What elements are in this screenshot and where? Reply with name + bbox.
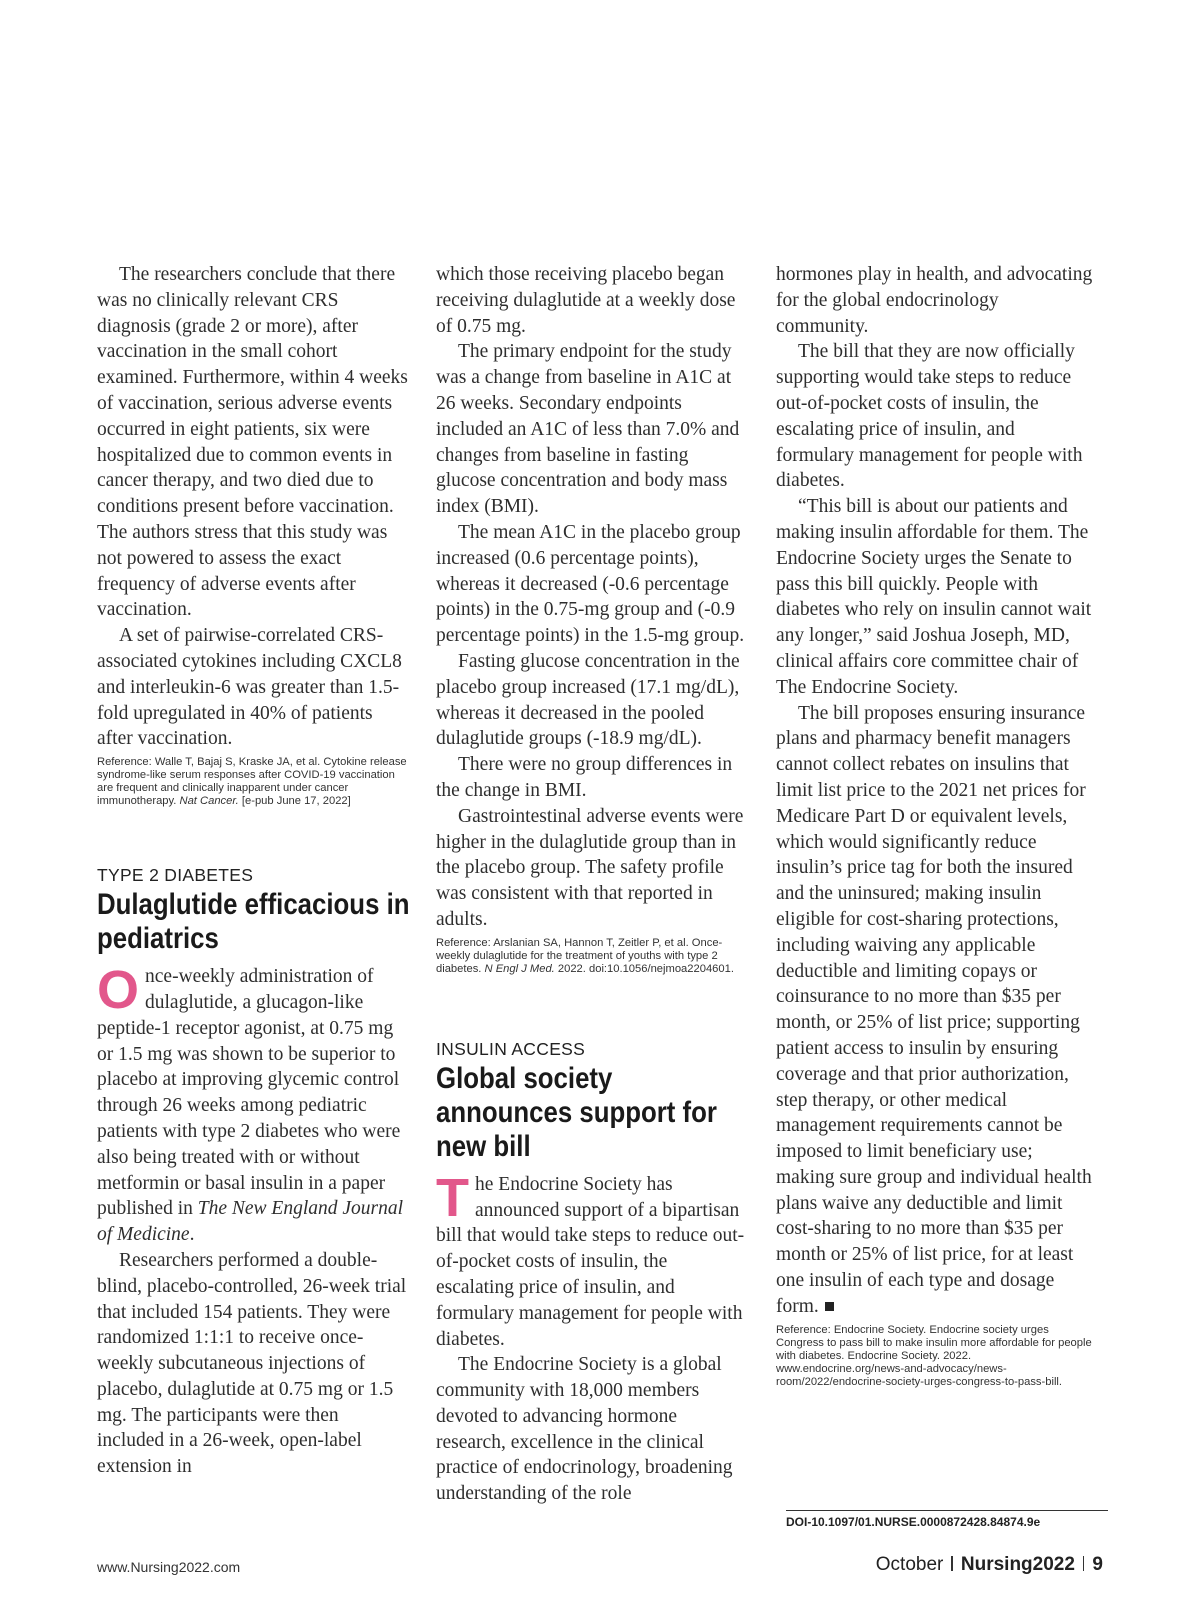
lead-paragraph: Once-weekly administration of dulaglutide, a glucagon-like peptide-1 receptor agonist, at 0.75 mg or 1.5 mg was shown to be superior to placebo at improving glycemic control through 26 weeks among pediatric patients with type 2 diabetes who were also being treated with or without metformin or basal insulin in a paper published in The New England Journal of Medicine. bbox=[97, 960, 404, 1246]
footer-month: October bbox=[875, 1554, 944, 1575]
doi: DOI-10.1097/01.NURSE.0000872428.84874.9e bbox=[786, 1515, 1041, 1529]
body-paragraph: Researchers performed a double-blind, placebo-controlled, 26-week trial that included 154 patients. They were randomized 1:1:1 to receive once-weekly subcutaneous injections of placebo, dulaglutide at 0.75 mg or 1.5 mg. The participants were then included in a 26-week, open-label extension in bbox=[97, 1249, 407, 1478]
footer-magazine: Nursing2022 bbox=[960, 1554, 1075, 1575]
lead-paragraph: The Endocrine Society has announced support of a bipartisan bill that would take steps to reduce out-of-pocket costs of insulin, the escalating price of insulin, and formulary management for people with diabetes. bbox=[436, 1167, 745, 1350]
column-3 bbox=[776, 262, 1094, 1389]
body-paragraph: which those receiving placebo began receiving dulaglutide at a weekly dose of 0.75 mg. bbox=[436, 264, 736, 337]
section-kicker: TYPE 2 DIABETES bbox=[97, 865, 254, 886]
separator bbox=[1083, 1556, 1085, 1571]
body-paragraph: The primary endpoint for the study was a change from baseline in A1C at 26 weeks. Secondary endpoints included an A1C of less than 7.0% and changes from baseline in fasting glucose concentration and body mass index (BMI). bbox=[436, 341, 740, 518]
body-paragraph: Gastrointestinal adverse events were higher in the dulaglutide group than in the placebo group. The safety profile was consistent with that reported in adults. bbox=[436, 805, 744, 930]
body-paragraph: The mean A1C in the placebo group increased (0.6 percentage points), whereas it decreased (-0.6 percentage points) in the 0.75-mg group and (-0.9 percentage points) in the 1.5-mg group. bbox=[436, 521, 745, 647]
reference: Reference: Arslanian SA, Hannon T, Zeitler P, et al. Once-weekly dulaglutide for the treatment of youths with type 2 diabetes. N Engl J Med. 2022. doi:10.1056/nejmoa2204601. bbox=[436, 936, 734, 975]
reference: Reference: Walle T, Bajaj S, Kraske JA, et al. Cytokine release syndrome-like serum responses after COVID-19 vaccination are frequent and clinically inapparent under cancer immunotherapy. Nat Cancer. [e-pub June 17, 2022] bbox=[97, 756, 407, 808]
body-paragraph: Fasting glucose concentration in the placebo group increased (17.1 mg/dL), whereas it decreased in the pooled dulaglutide groups (-18.9 mg/dL). bbox=[436, 650, 740, 750]
body-paragraph: The bill proposes ensuring insurance plans and pharmacy benefit managers cannot collect rebates on insulins that limit list price to the 2021 net prices for Medicare Part D or equivalent levels, which would significantly reduce insulin’s price tag for both the insured and the uninsured; making insulin eligible for cost-sharing protections, including waiving any applicable deductible and limiting copays or coinsurance to no more than $35 per month, or 25% of list price; supporting patient access to insulin by ensuring coverage and that prior authorization, step therapy, or other medical management requirements cannot be imposed to limit beneficiary use; making sure group and individual health plans waive any deductible and limit cost-sharing to no more than $35 per month or 25% of list price, for at least one insulin of each type and dosage form. bbox=[776, 702, 1092, 1317]
body-paragraph: A set of pairwise-correlated CRS-associated cytokines including CXCL8 and interleukin-6 was greater than 1.5-fold upregulated in 40% of patients after vaccination. bbox=[97, 625, 402, 750]
article-headline: Dulaglutide efficacious in pediatrics bbox=[97, 888, 410, 956]
body-paragraph: “This bill is about our patients and making insulin affordable for them. The Endocrine Society urges the Senate to pass this bill quickly. People with diabetes who rely on insulin cannot wait any longer,” said Joshua Joseph, MD, clinical affairs core committee chair of The Endocrine Society. bbox=[776, 496, 1092, 698]
body-paragraph: The Endocrine Society is a global community with 18,000 members devoted to advancing hormone research, excellence in the clinical practice of endocrinology, broadening understanding of the role bbox=[436, 1354, 733, 1505]
footer-url: www.Nursing2022.com bbox=[97, 1559, 241, 1575]
separator bbox=[951, 1556, 953, 1571]
body-paragraph: There were no group differences in the change in BMI. bbox=[436, 754, 733, 801]
dropcap: T bbox=[436, 1167, 469, 1228]
section-kicker: INSULIN ACCESS bbox=[436, 1038, 586, 1059]
column-2 bbox=[436, 262, 748, 1507]
page-number: 9 bbox=[1092, 1554, 1103, 1575]
body-paragraph: hormones play in health, and advocating for the global endocrinology community. bbox=[776, 264, 1093, 337]
body-paragraph: The researchers conclude that there was no clinically relevant CRS diagnosis (grade 2 or more), after vaccination in the small cohort examined. Furthermore, within 4 weeks of vaccination, serious adverse events occurred in eight patients, six were hospitalized due to common events in cancer therapy, and two died due to conditions present before vaccination. The authors stress that this study was not powered to assess the exact frequency of adverse events after vaccination. bbox=[97, 264, 408, 621]
article-headline: Global society announces support for new bill bbox=[436, 1061, 717, 1163]
end-mark-icon bbox=[825, 1302, 834, 1311]
dropcap: O bbox=[97, 960, 140, 1021]
footer-folio bbox=[876, 1554, 1103, 1576]
body-paragraph: The bill that they are now officially supporting would take steps to reduce out-of-pocket costs of insulin, the escalating price of insulin, and formulary management for people with diabetes. bbox=[776, 341, 1083, 492]
doi-rule bbox=[786, 1510, 1108, 1511]
column-1 bbox=[97, 262, 409, 1480]
reference: Reference: Endocrine Society. Endocrine society urges Congress to pass bill to make insulin more affordable for people with diabetes. Endocrine Society. 2022. www.endocrine.org/news-and-advocacy/news-room/2022/endocrine-society-urges-congress-to-pass-bill. bbox=[776, 1323, 1092, 1388]
